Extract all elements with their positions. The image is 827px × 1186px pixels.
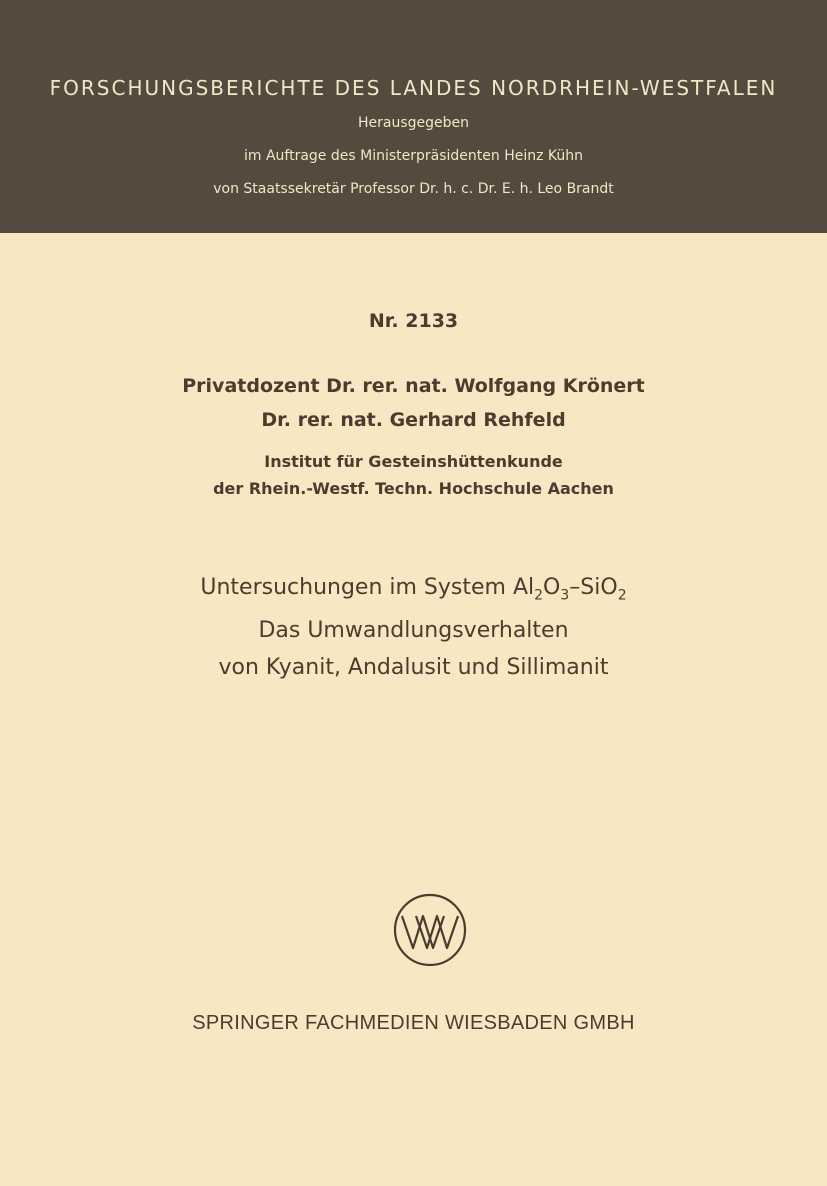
institute-line-1: Institut für Gesteinshüttenkunde [264, 452, 563, 471]
header-band [0, 0, 827, 233]
institute-line-2: der Rhein.-Westf. Techn. Hochschule Aachen [213, 479, 614, 498]
editor-line-2: im Auftrage des Ministerpräsidenten Heinz Kühn [243, 148, 584, 164]
author-1: Privatdozent Dr. rer. nat. Wolfgang Krönert [182, 375, 645, 397]
title-line-3: von Kyanit, Andalusit und Sillimanit [218, 655, 609, 680]
editor-line-1: Herausgegeben [357, 115, 469, 131]
westdeutscher-verlag-logo-icon [392, 892, 468, 968]
report-number: Nr. 2133 [368, 310, 459, 332]
title-line-2: Das Umwandlungsverhalten [258, 618, 569, 643]
title-sub-1: 2 [534, 587, 544, 604]
title-sub-2: 3 [560, 587, 570, 604]
title-sub-3: 2 [617, 587, 627, 604]
series-title: FORSCHUNGSBERICHTE DES LANDES NORDRHEIN-WESTFALEN [49, 76, 778, 100]
title-oxygen: O [543, 575, 561, 600]
title-line-1 [0, 571, 827, 605]
title-silica: –SiO [569, 575, 618, 600]
editor-line-3: von Staatssekretär Professor Dr. h. c. Dr. E. h. Leo Brandt [213, 181, 614, 197]
author-2: Dr. rer. nat. Gerhard Rehfeld [261, 409, 566, 431]
title-prefix: Untersuchungen im System Al [200, 575, 535, 600]
publisher-name: SPRINGER FACHMEDIEN WIESBADEN GMBH [192, 1012, 635, 1034]
